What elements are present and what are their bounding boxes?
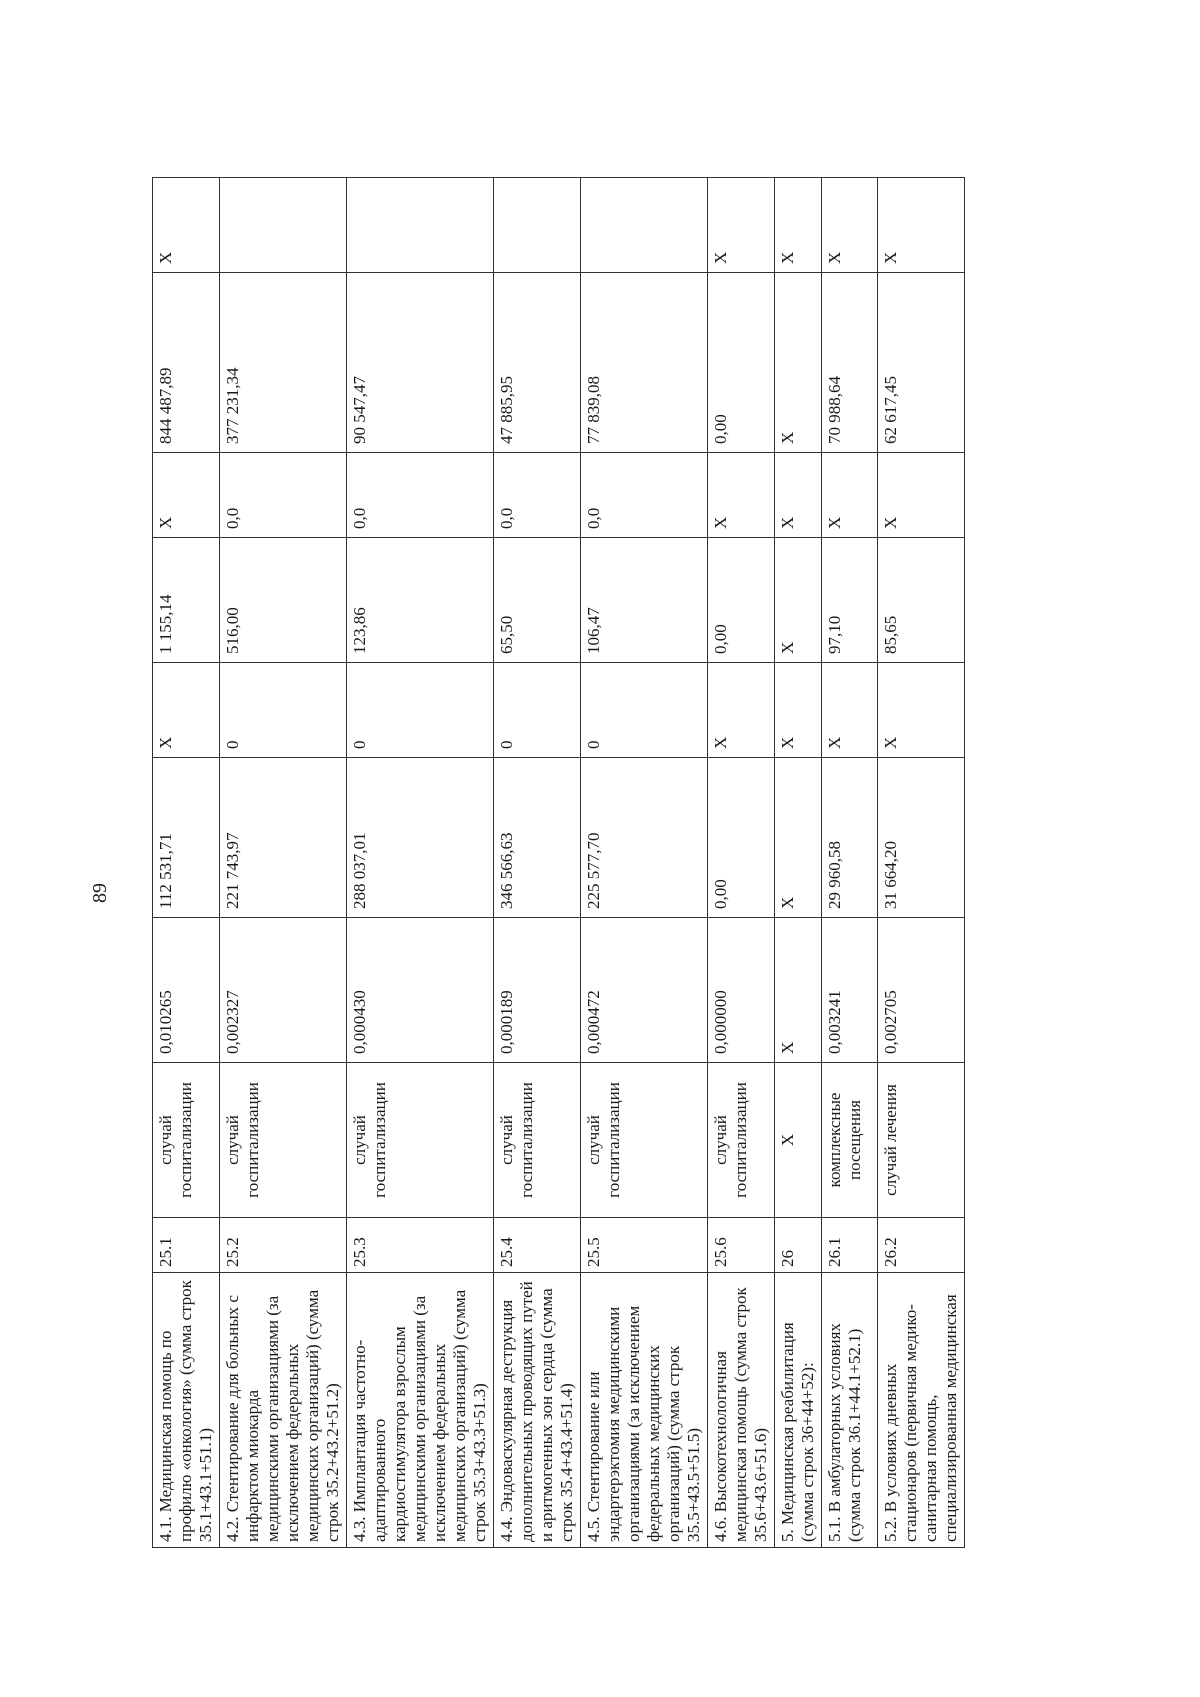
table-cell-v2: 288 037,01: [347, 758, 494, 918]
table-cell-v2: X: [775, 758, 822, 918]
table-cell-v7: [220, 178, 347, 273]
table-cell-v3: X: [822, 663, 878, 758]
table-cell-v2: 112 531,71: [153, 758, 220, 918]
financing-table: [152, 177, 965, 1548]
table-cell-name: 4.4. Эндоваскулярная деструкция дополнительных проводящих путей и аритмогенных зон сердца (сумма строк 35.4+43.4+51.4): [494, 1273, 581, 1548]
table-cell-v6: 77 839,08: [581, 273, 708, 453]
table-cell-name: 4.6. Высокотехнологичная медицинская помощь (сумма строк 35.6+43.6+51.6): [708, 1273, 775, 1548]
table-row: [581, 178, 708, 1548]
table-cell-v4: X: [775, 538, 822, 663]
table-cell-v1: 0,002705: [878, 918, 965, 1063]
table-cell-v1: 0,000472: [581, 918, 708, 1063]
table-cell-name: 4.5. Стентирование или эндартерэктомия медицинскими организациями (за исключением федеральных медицинских организаций) (сумма строк 35.5+43.5+51.5): [581, 1273, 708, 1548]
table-cell-v7: [347, 178, 494, 273]
table-cell-v7: X: [775, 178, 822, 273]
table-cell-v3: 0: [494, 663, 581, 758]
table-cell-unit: случай госпитализации: [153, 1063, 220, 1218]
table-cell-code: 26.2: [878, 1218, 965, 1273]
table-cell-v4: 123,86: [347, 538, 494, 663]
table-row: [153, 178, 220, 1548]
table-cell-v1: 0,003241: [822, 918, 878, 1063]
table-rotated-container: [152, 178, 1032, 1548]
table-cell-v4: 106,47: [581, 538, 708, 663]
table-row: [878, 178, 965, 1548]
table-cell-v5: 0,0: [347, 453, 494, 538]
table-cell-v2: 31 664,20: [878, 758, 965, 918]
table-row: [220, 178, 347, 1548]
table-cell-v2: 221 743,97: [220, 758, 347, 918]
table-cell-v3: X: [775, 663, 822, 758]
table-cell-v1: 0,000189: [494, 918, 581, 1063]
table-cell-v2: 0,00: [708, 758, 775, 918]
table-cell-v4: 97,10: [822, 538, 878, 663]
table-cell-v2: 225 577,70: [581, 758, 708, 918]
table-cell-code: 25.6: [708, 1218, 775, 1273]
table-cell-v5: 0,0: [581, 453, 708, 538]
table-cell-v7: X: [878, 178, 965, 273]
table-cell-v6: 70 988,64: [822, 273, 878, 453]
table-cell-v5: X: [708, 453, 775, 538]
table-row: [822, 178, 878, 1548]
table-cell-v7: X: [708, 178, 775, 273]
table-cell-name: 5.1. В амбулаторных условиях (сумма строк 36.1+44.1+52.1): [822, 1273, 878, 1548]
table-cell-code: 25.1: [153, 1218, 220, 1273]
table-cell-v6: X: [775, 273, 822, 453]
table-cell-v4: 516,00: [220, 538, 347, 663]
table-cell-code: 25.3: [347, 1218, 494, 1273]
table-cell-v1: 0,000000: [708, 918, 775, 1063]
table-cell-v6: 0,00: [708, 273, 775, 453]
table-cell-v5: X: [775, 453, 822, 538]
table-cell-v1: X: [775, 918, 822, 1063]
table-cell-unit: случай госпитализации: [581, 1063, 708, 1218]
table-cell-v5: X: [878, 453, 965, 538]
table-cell-v2: 29 960,58: [822, 758, 878, 918]
table-cell-v4: 0,00: [708, 538, 775, 663]
table-cell-unit: случай госпитализации: [708, 1063, 775, 1218]
table-cell-code: 26: [775, 1218, 822, 1273]
table-cell-code: 25.5: [581, 1218, 708, 1273]
table-cell-code: 25.4: [494, 1218, 581, 1273]
table-cell-v3: X: [878, 663, 965, 758]
table-cell-v7: [494, 178, 581, 273]
table-cell-unit: случай лечения: [878, 1063, 965, 1218]
table-cell-v3: 0: [220, 663, 347, 758]
table-cell-v3: 0: [347, 663, 494, 758]
table-cell-name: 4.3. Имплантация частотно-адаптированного кардиостимулятора взрослым медицинскими организациями (за исключением федеральных медицинских организаций) (сумма строк 35.3+43.3+51.3): [347, 1273, 494, 1548]
table-row: [775, 178, 822, 1548]
table-row: [347, 178, 494, 1548]
table-cell-v6: 62 617,45: [878, 273, 965, 453]
table-cell-v3: X: [153, 663, 220, 758]
table-body: [153, 178, 965, 1548]
table-cell-name: 4.1. Медицинская помощь по профилю «онкология» (сумма строк 35.1+43.1+51.1): [153, 1273, 220, 1548]
table-cell-name: 5.2. В условиях дневных стационаров (первичная медико-санитарная помощь, специализированная медицинская: [878, 1273, 965, 1548]
table-cell-unit: X: [775, 1063, 822, 1218]
table-cell-v5: 0,0: [494, 453, 581, 538]
table-cell-v5: 0,0: [220, 453, 347, 538]
table-cell-unit: случай госпитализации: [494, 1063, 581, 1218]
table-cell-v3: 0: [581, 663, 708, 758]
table-cell-unit: случай госпитализации: [347, 1063, 494, 1218]
table-cell-v4: 1 155,14: [153, 538, 220, 663]
table-cell-v5: X: [822, 453, 878, 538]
table-cell-v3: X: [708, 663, 775, 758]
table-cell-v4: 85,65: [878, 538, 965, 663]
table-cell-v2: 346 566,63: [494, 758, 581, 918]
table-cell-v4: 65,50: [494, 538, 581, 663]
table-cell-v1: 0,010265: [153, 918, 220, 1063]
table-cell-v6: 844 487,89: [153, 273, 220, 453]
table-cell-unit: случай госпитализации: [220, 1063, 347, 1218]
page-number: 89: [89, 883, 111, 903]
table-cell-v6: 47 885,95: [494, 273, 581, 453]
table-cell-v5: X: [153, 453, 220, 538]
table-cell-unit: комплексные посещения: [822, 1063, 878, 1218]
table-cell-v7: X: [153, 178, 220, 273]
table-cell-v6: 90 547,47: [347, 273, 494, 453]
table-cell-name: 5. Медицинская реабилитация (сумма строк 36+44+52):: [775, 1273, 822, 1548]
table-cell-v1: 0,000430: [347, 918, 494, 1063]
table-row: [708, 178, 775, 1548]
table-cell-v6: 377 231,34: [220, 273, 347, 453]
table-cell-v7: [581, 178, 708, 273]
table-cell-name: 4.2. Стентирование для больных с инфарктом миокарда медицинскими организациями (за исключением федеральных медицинских организаций) (сумма строк 35.2+43.2+51.2): [220, 1273, 347, 1548]
table-cell-v1: 0,002327: [220, 918, 347, 1063]
table-cell-code: 25.2: [220, 1218, 347, 1273]
table-row: [494, 178, 581, 1548]
table-cell-code: 26.1: [822, 1218, 878, 1273]
table-cell-v7: X: [822, 178, 878, 273]
